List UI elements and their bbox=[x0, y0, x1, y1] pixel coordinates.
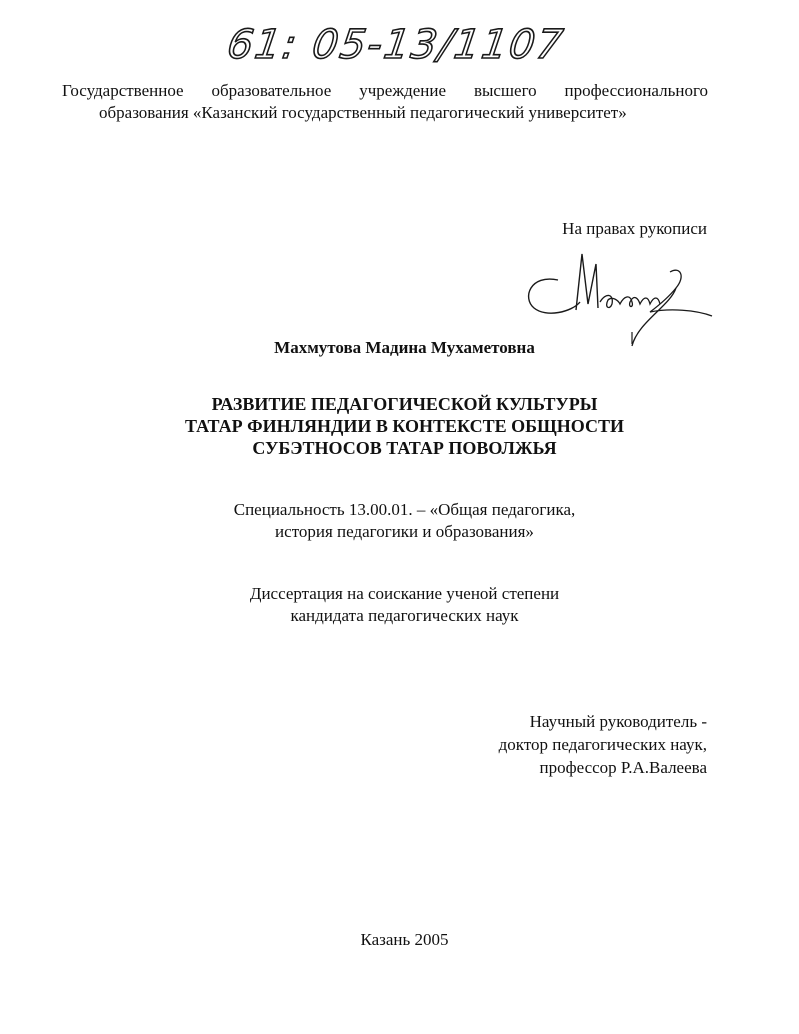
author-name: Махмутова Мадина Мухаметовна bbox=[274, 338, 535, 357]
degree-line: Диссертация на соискание ученой степени bbox=[249, 584, 560, 603]
institution-word: Государственное bbox=[62, 81, 184, 100]
title-line: РАЗВИТИЕ ПЕДАГОГИЧЕСКОЙ КУЛЬТУРЫ bbox=[211, 394, 598, 414]
institution-word: высшего bbox=[473, 81, 537, 100]
title-line: ТАТАР ФИНЛЯНДИИ В КОНТЕКСТЕ ОБЩНОСТИ bbox=[184, 416, 625, 436]
handwritten-code-text: 61: 05-13/1107 bbox=[224, 22, 568, 68]
title-line: СУБЭТНОСОВ ТАТАР ПОВОЛЖЬЯ bbox=[252, 438, 557, 458]
signature-drawing bbox=[520, 246, 720, 350]
scientific-advisor bbox=[499, 710, 707, 779]
specialty-line: история педагогики и образования» bbox=[275, 522, 534, 541]
degree-line: кандидата педагогических наук bbox=[290, 606, 519, 625]
institution-line-2: образования «Казанский государственный педагогический университет» bbox=[99, 103, 627, 122]
dissertation-title bbox=[0, 393, 799, 459]
handwritten-code-drawing bbox=[224, 14, 568, 70]
institution-word: учреждение bbox=[359, 81, 447, 100]
advisor-line: доктор педагогических наук, bbox=[498, 735, 707, 754]
advisor-line: профессор Р.А.Валеева bbox=[539, 758, 707, 777]
institution-word: профессионального bbox=[564, 81, 708, 100]
manuscript-note: На правах рукописи bbox=[562, 219, 707, 238]
specialty bbox=[0, 499, 799, 543]
institution-word: образовательное bbox=[211, 81, 332, 100]
institution-line-1 bbox=[62, 80, 708, 102]
degree-statement bbox=[0, 583, 799, 627]
advisor-line: Научный руководитель - bbox=[529, 712, 707, 731]
city-and-year: Казань 2005 bbox=[360, 930, 449, 949]
institution-name bbox=[62, 80, 708, 124]
handwritten-catalog-number bbox=[224, 14, 568, 70]
author-signature bbox=[520, 246, 720, 350]
specialty-line: Специальность 13.00.01. – «Общая педагогика, bbox=[233, 500, 576, 519]
